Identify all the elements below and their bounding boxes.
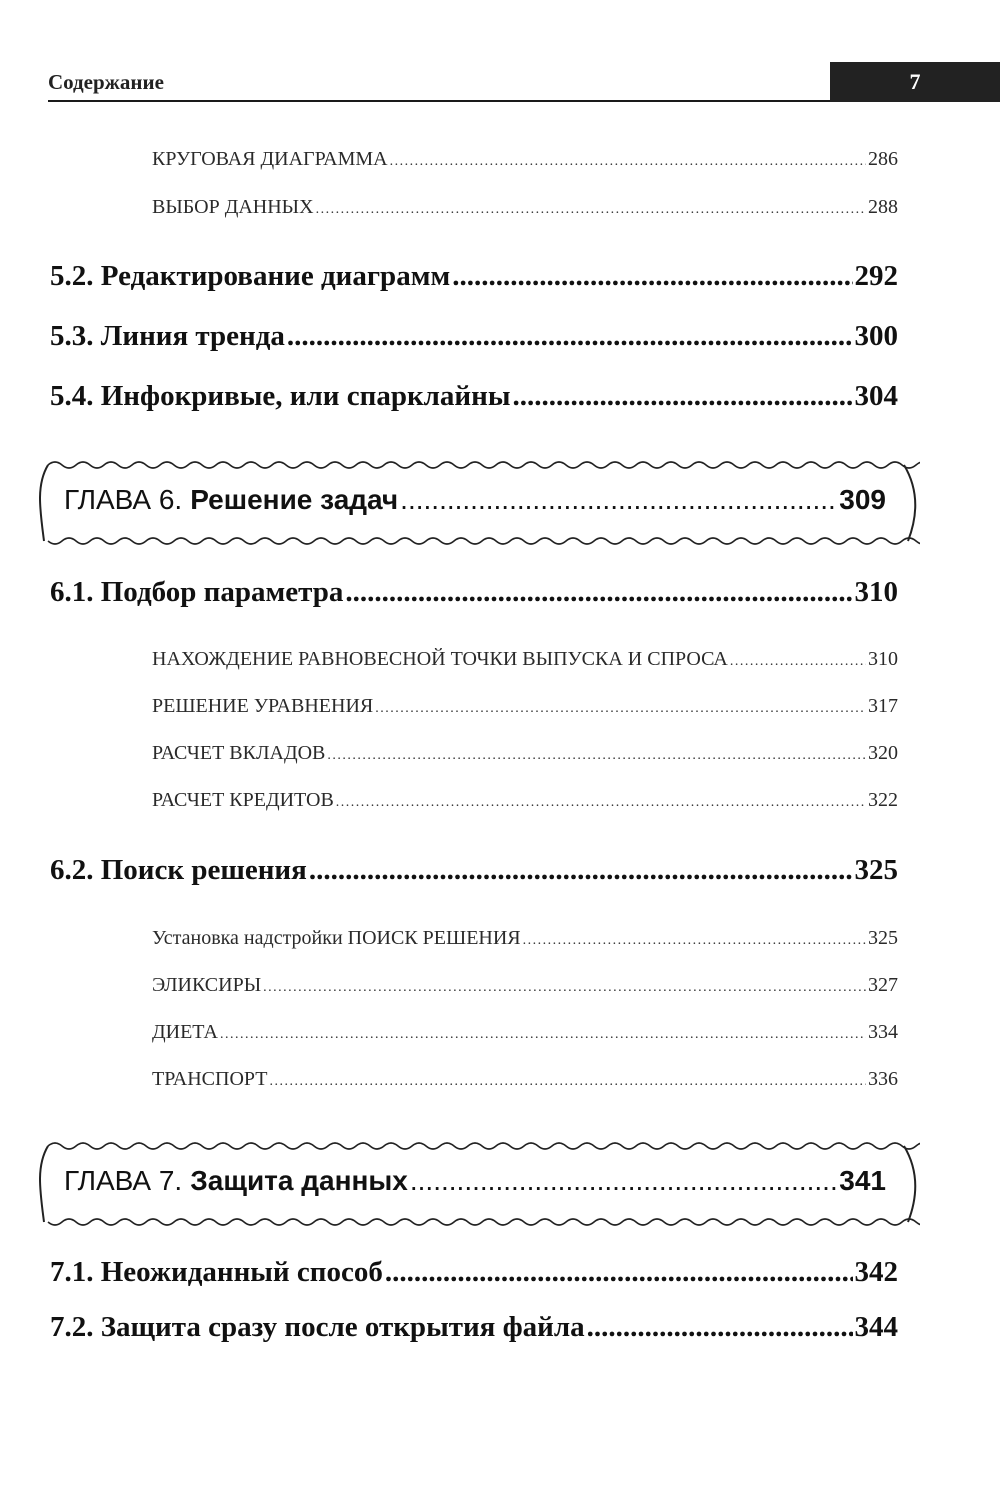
toc-leader xyxy=(587,1311,853,1344)
toc-entry-page: 325 xyxy=(868,927,898,949)
chapter-label: ГЛАВА 7. xyxy=(64,1165,183,1196)
toc-entry-page: 292 xyxy=(854,260,898,292)
toc-leader xyxy=(345,576,852,609)
toc-chapter-entry[interactable] xyxy=(64,1165,886,1197)
chapter-page: 309 xyxy=(839,484,886,515)
toc-leader xyxy=(316,202,866,218)
toc-entry-title: НАХОЖДЕНИЕ РАВНОВЕСНОЙ ТОЧКИ ВЫПУСКА И СПРОСА xyxy=(152,648,728,670)
toc-entry-page: 334 xyxy=(868,1021,898,1043)
toc-entry-page: 286 xyxy=(868,148,898,170)
toc-section-entry[interactable] xyxy=(50,1311,898,1344)
running-header xyxy=(48,62,1000,102)
chapter-label: ГЛАВА 6. xyxy=(64,484,183,515)
toc-leader xyxy=(385,1256,853,1289)
toc-entry[interactable] xyxy=(152,1068,898,1091)
toc-entry-title: РЕШЕНИЕ УРАВНЕНИЯ xyxy=(152,695,374,717)
toc-section-entry[interactable] xyxy=(50,320,898,353)
toc-entry-page: 304 xyxy=(854,380,898,412)
toc-entry-page: 300 xyxy=(854,320,898,352)
toc-entry-title: 6.1. Подбор параметра xyxy=(50,576,344,608)
toc-entry-title: 7.2. Защита сразу после открытия файла xyxy=(50,1311,585,1343)
toc-entry-page: 344 xyxy=(854,1311,898,1343)
header-rule xyxy=(48,100,830,102)
toc-entry-page: 320 xyxy=(868,742,898,764)
toc-entry-page: 288 xyxy=(868,196,898,218)
toc-entry-page: 310 xyxy=(868,648,898,670)
toc-leader xyxy=(730,654,866,670)
toc-entry[interactable] xyxy=(152,148,898,171)
chapter-title: Защита данных xyxy=(190,1165,408,1196)
toc-entry-title: 5.3. Линия тренда xyxy=(50,320,285,352)
toc-entry-page: 325 xyxy=(854,854,898,886)
toc-entry[interactable] xyxy=(152,789,898,812)
toc-entry-page: 322 xyxy=(868,789,898,811)
toc-leader xyxy=(523,933,866,949)
toc-leader xyxy=(263,980,866,996)
toc-entry[interactable] xyxy=(152,196,898,219)
toc-leader xyxy=(400,484,837,516)
toc-leader xyxy=(327,748,866,764)
toc-leader xyxy=(513,380,853,413)
toc-entry-title: РАСЧЕТ КРЕДИТОВ xyxy=(152,789,334,811)
toc-leader xyxy=(309,854,853,887)
toc-section-entry[interactable] xyxy=(50,380,898,413)
toc-leader xyxy=(452,260,852,293)
toc-entry-title: РАСЧЕТ ВКЛАДОВ xyxy=(152,742,326,764)
page-number: 7 xyxy=(909,69,921,94)
toc-entry-title: 7.1. Неожиданный способ xyxy=(50,1256,383,1288)
toc-entry-title: ЭЛИКСИРЫ xyxy=(152,974,262,996)
toc-entry[interactable] xyxy=(152,695,898,718)
toc-section-entry[interactable] xyxy=(50,260,898,293)
toc-entry-title: 5.2. Редактирование диаграмм xyxy=(50,260,451,292)
toc-entry-title: ВЫБОР ДАННЫХ xyxy=(152,196,314,218)
header-title: Содержание xyxy=(48,70,164,94)
toc-entry[interactable] xyxy=(152,927,898,950)
page-number-box xyxy=(830,62,1000,102)
toc-entry-page: 342 xyxy=(854,1256,898,1288)
toc-entry-page: 310 xyxy=(854,576,898,608)
toc-entry[interactable] xyxy=(152,974,898,997)
toc-entry[interactable] xyxy=(152,742,898,765)
toc-entry-title: ДИЕТА xyxy=(152,1021,218,1043)
toc-entry-title: ТРАНСПОРТ xyxy=(152,1068,268,1090)
toc-entry-title: Установка надстройки ПОИСК РЕШЕНИЯ xyxy=(152,927,521,949)
toc-entry-title: 5.4. Инфокривые, или спарклайны xyxy=(50,380,511,412)
toc-entry[interactable] xyxy=(152,648,898,671)
toc-leader xyxy=(220,1027,866,1043)
toc-leader xyxy=(287,320,853,353)
toc-entry-title: 6.2. Поиск решения xyxy=(50,854,307,886)
toc-section-entry[interactable] xyxy=(50,576,898,609)
toc-entry-page: 336 xyxy=(868,1068,898,1090)
toc-leader xyxy=(269,1074,866,1090)
toc-section-entry[interactable] xyxy=(50,854,898,887)
toc-leader xyxy=(375,701,866,717)
toc-chapter-entry[interactable] xyxy=(64,484,886,516)
toc-leader xyxy=(390,154,866,170)
toc-leader xyxy=(336,795,866,811)
chapter-title: Решение задач xyxy=(190,484,399,515)
toc-entry-page: 317 xyxy=(868,695,898,717)
toc-section-entry[interactable] xyxy=(50,1256,898,1289)
toc-entry[interactable] xyxy=(152,1021,898,1044)
toc-entry-page: 327 xyxy=(868,974,898,996)
toc-entry-title: КРУГОВАЯ ДИАГРАММА xyxy=(152,148,388,170)
toc-leader xyxy=(410,1165,837,1197)
chapter-page: 341 xyxy=(839,1165,886,1196)
